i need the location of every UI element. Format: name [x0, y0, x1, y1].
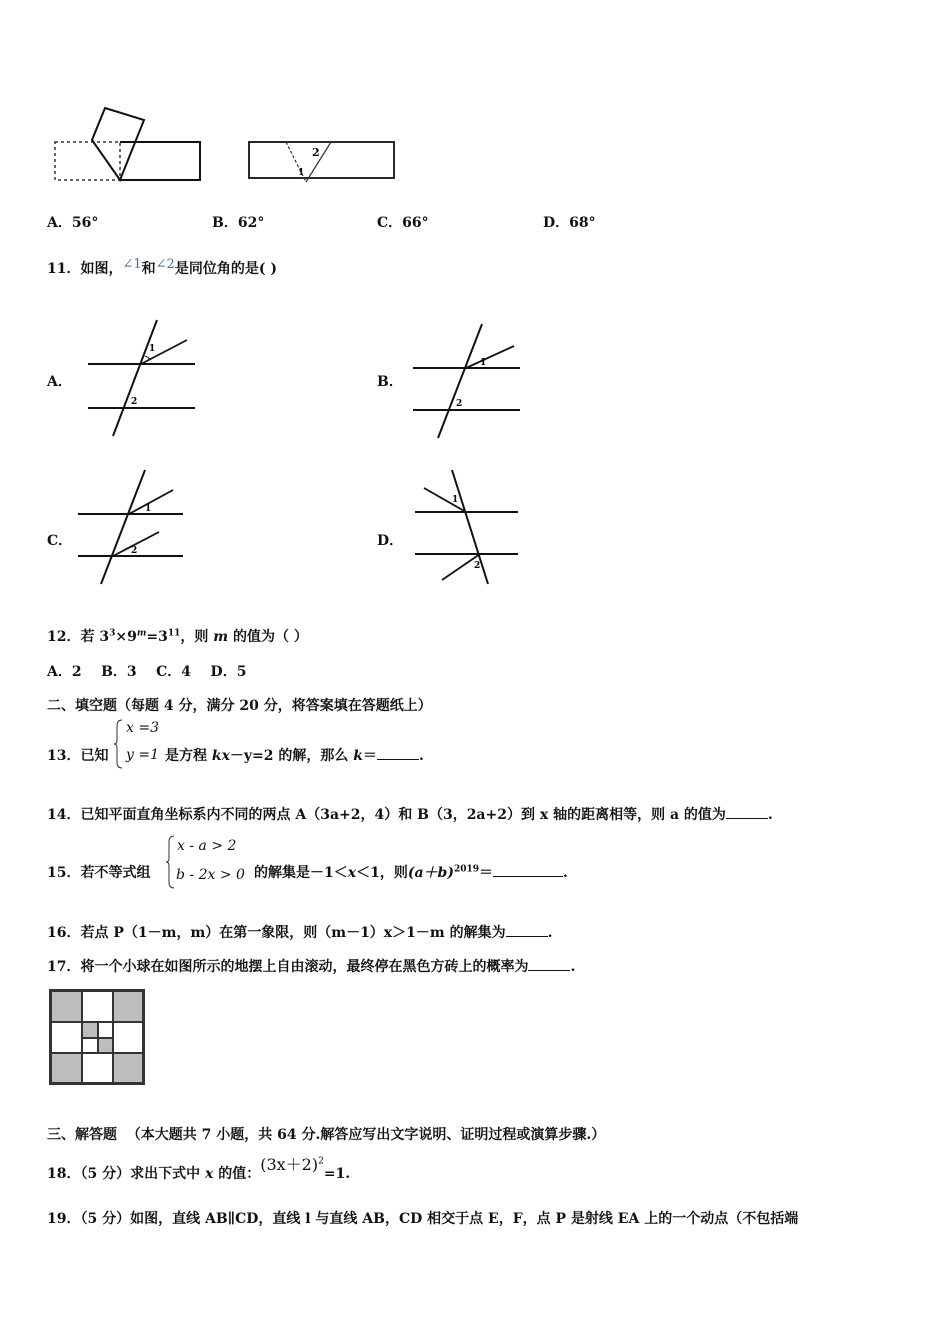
- q15-brace: [166, 834, 176, 890]
- q11-figure-d: [412, 468, 524, 588]
- tile-dark: [113, 1053, 143, 1083]
- q13-eq2: y =1: [126, 747, 159, 763]
- q12-options[interactable]: A．2 B．3 C．4 D．5: [47, 664, 247, 680]
- tile-light: [98, 1022, 113, 1038]
- q11-option-d-label[interactable]: D．: [377, 533, 404, 549]
- q15-label: 15．若不等式组: [47, 865, 151, 881]
- svg-text:2: 2: [474, 561, 481, 571]
- q15-eq2: b - 2x > 0: [176, 867, 245, 883]
- q11-angle1: ∠1: [122, 257, 142, 272]
- tile-dark: [113, 991, 143, 1022]
- q14-answer-blank[interactable]: [726, 818, 768, 819]
- q11-option-c-label[interactable]: C．: [47, 533, 73, 549]
- q11-angle2: ∠2: [155, 257, 175, 272]
- tile-dark: [51, 991, 82, 1022]
- svg-text:1: 1: [149, 344, 156, 354]
- q11-option-a-label[interactable]: A．: [47, 374, 72, 390]
- tile-light: [113, 1022, 143, 1053]
- svg-text:1: 1: [480, 358, 487, 368]
- q11-option-b-label[interactable]: B．: [377, 374, 403, 390]
- q10-figure-angle-strip: [246, 138, 398, 184]
- q11-figure-c: [75, 468, 187, 586]
- q13-answer-blank[interactable]: [377, 759, 419, 760]
- q18-expression: $(3x+2)^2$: [260, 1155, 324, 1174]
- q10-option-d[interactable]: D．68°: [543, 215, 596, 231]
- tile-dark: [51, 1053, 82, 1083]
- svg-text:1: 1: [145, 504, 152, 514]
- q19-question: 19．（5 分）如图，直线 AB∥CD，直线 l 与直线 AB，CD 相交于点 E，F，点 P 是射线 EA 上的一个动点（不包括端: [47, 1211, 799, 1227]
- q14-question: 14．已知平面直角坐标系内不同的两点 A（3a+2，4）和 B（3，2a+2）到 x 轴的距离相等，则 a 的值为 .: [47, 807, 773, 823]
- q13-label: 13．已知: [47, 748, 109, 764]
- tile-dark: [82, 1022, 98, 1038]
- svg-text:2: 2: [456, 399, 463, 409]
- svg-text:1: 1: [452, 495, 459, 505]
- q17-answer-blank[interactable]: [528, 970, 570, 971]
- q15-eq1: x - a > 2: [177, 838, 237, 854]
- q10-option-b[interactable]: B．62°: [212, 215, 265, 231]
- q15-rest: 的解集是－1＜x＜1，则$(a+b)^{2019}=$ .: [254, 864, 568, 881]
- q18-question: 18．（5 分）求出下式中 x 的值：$(3x+2)^2=1$.: [47, 1155, 351, 1182]
- tile-light: [51, 1022, 82, 1053]
- svg-text:2: 2: [131, 546, 138, 556]
- q11-figure-a: [85, 318, 200, 438]
- q11-question: 11．如图，∠1和∠2是同位角的是( ): [47, 257, 277, 277]
- q13-brace: [114, 718, 124, 770]
- q16-answer-blank[interactable]: [506, 936, 548, 937]
- q17-tile-grid: [49, 989, 145, 1085]
- q10-angle2-label: 2: [312, 146, 320, 159]
- section2-heading: 二、填空题（每题 4 分，满分 20 分，将答案填在答题纸上）: [47, 698, 432, 714]
- tile-light: [82, 1053, 113, 1083]
- section3-heading: 三、解答题 （本大题共 7 小题，共 64 分.解答应写出文字说明、证明过程或演算步骤.）: [47, 1127, 606, 1143]
- tile-light: [82, 991, 113, 1022]
- q13-rest: 是方程 kx－y=2 的解，那么 k＝ .: [165, 748, 424, 764]
- q12-question: 12．若 $3^3\times 9^m=3^{11}$，则 m 的值为（ ）: [47, 628, 308, 645]
- q10-option-a[interactable]: A．56°: [47, 215, 99, 231]
- q17-question: 17．将一个小球在如图所示的地摆上自由滚动，最终停在黑色方砖上的概率为 .: [47, 959, 576, 975]
- tile-light: [82, 1038, 98, 1053]
- q10-angle1-label: 1: [298, 168, 305, 178]
- q15-answer-blank[interactable]: [493, 876, 563, 877]
- q10-figure-folded-strip: [50, 100, 210, 190]
- q16-question: 16．若点 P（1－m，m）在第一象限，则（m－1）x＞1－m 的解集为 .: [47, 925, 553, 941]
- q10-option-c[interactable]: C．66°: [377, 215, 429, 231]
- tile-dark: [98, 1038, 113, 1053]
- q13-eq1: x =3: [126, 720, 159, 736]
- svg-text:2: 2: [131, 397, 138, 407]
- q11-figure-b: [410, 320, 525, 442]
